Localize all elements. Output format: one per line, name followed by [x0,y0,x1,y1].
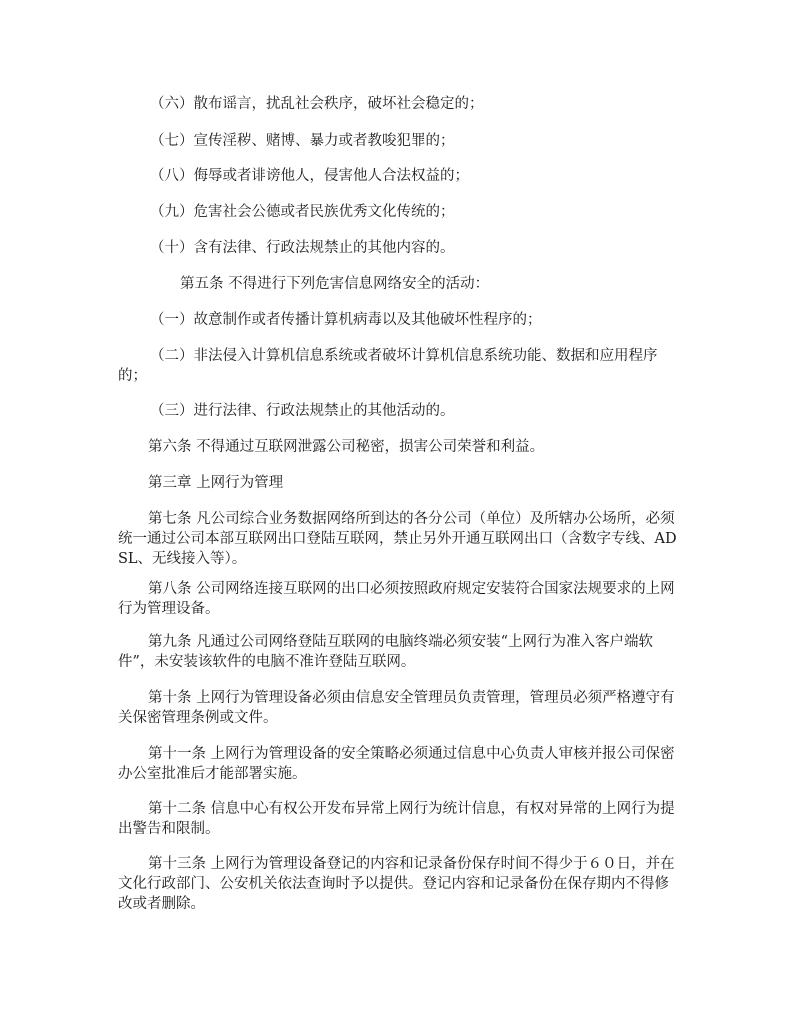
clause-ten: （十）含有法律、行政法规禁止的其他内容的。 [150,240,455,256]
article-eight: 第八条 公司网络连接互联网的出口必须按照政府规定安装符合国家法规要求的上网行为管理设备。 [118,581,675,617]
clause-eight: （八）侮辱或者诽谤他人，侵害他人合法权益的； [150,168,469,184]
clause-seven: （七）宣传淫秽、赌博、暴力或者教唆犯罪的； [150,133,455,149]
article-five-item-one: （一）故意制作或者传播计算机病毒以及其他破坏性程序的； [150,312,542,328]
clause-nine: （九）危害社会公德或者民族优秀文化传统的； [150,204,455,220]
article-ten: 第十条 上网行为管理设备必须由信息安全管理员负责管理，管理员必须严格遵守有关保密管理条例或文件。 [118,690,675,726]
clause-six: （六）散布谣言，扰乱社会秩序，破坏社会稳定的； [150,96,484,112]
article-five: 第五条 不得进行下列危害信息网络安全的活动： [180,276,490,292]
article-eleven: 第十一条 上网行为管理设备的安全策略必须通过信息中心负责人审核并报公司保密办公室批准后才能部署实施。 [118,746,675,782]
article-five-item-three: （三）进行法律、行政法规禁止的其他活动的。 [150,403,455,419]
article-six: 第六条 不得通过互联网泄露公司秘密，损害公司荣誉和利益。 [148,439,545,455]
article-five-item-two: （二）非法侵入计算机信息系统或者破坏计算机信息系统功能、数据和应用程序的； [118,348,658,384]
article-nine: 第九条 凡通过公司网络登陆互联网的电脑终端必须安装“上网行为准入客户端软件”，未安装该软件的电脑不准许登陆互联网。 [118,634,654,670]
chapter-three-heading: 第三章 上网行为管理 [148,475,284,491]
article-thirteen: 第十三条 上网行为管理设备登记的内容和记录备份保存时间不得少于６０日，并在文化行政部门、公安机关依法查询时予以提供。登记内容和记录备份在保存期内不得修改或者删除。 [118,856,675,912]
article-seven: 第七条 凡公司综合业务数据网络所到达的各分公司（单位）及所辖办公场所，必须统一通过公司本部互联网出口登陆互联网，禁止另外开通互联网出口（含数字专线、ADSL、无线接入等）。 [118,511,677,567]
article-twelve: 第十二条 信息中心有权公开发布异常上网行为统计信息，有权对异常的上网行为提出警告和限制。 [118,801,675,837]
